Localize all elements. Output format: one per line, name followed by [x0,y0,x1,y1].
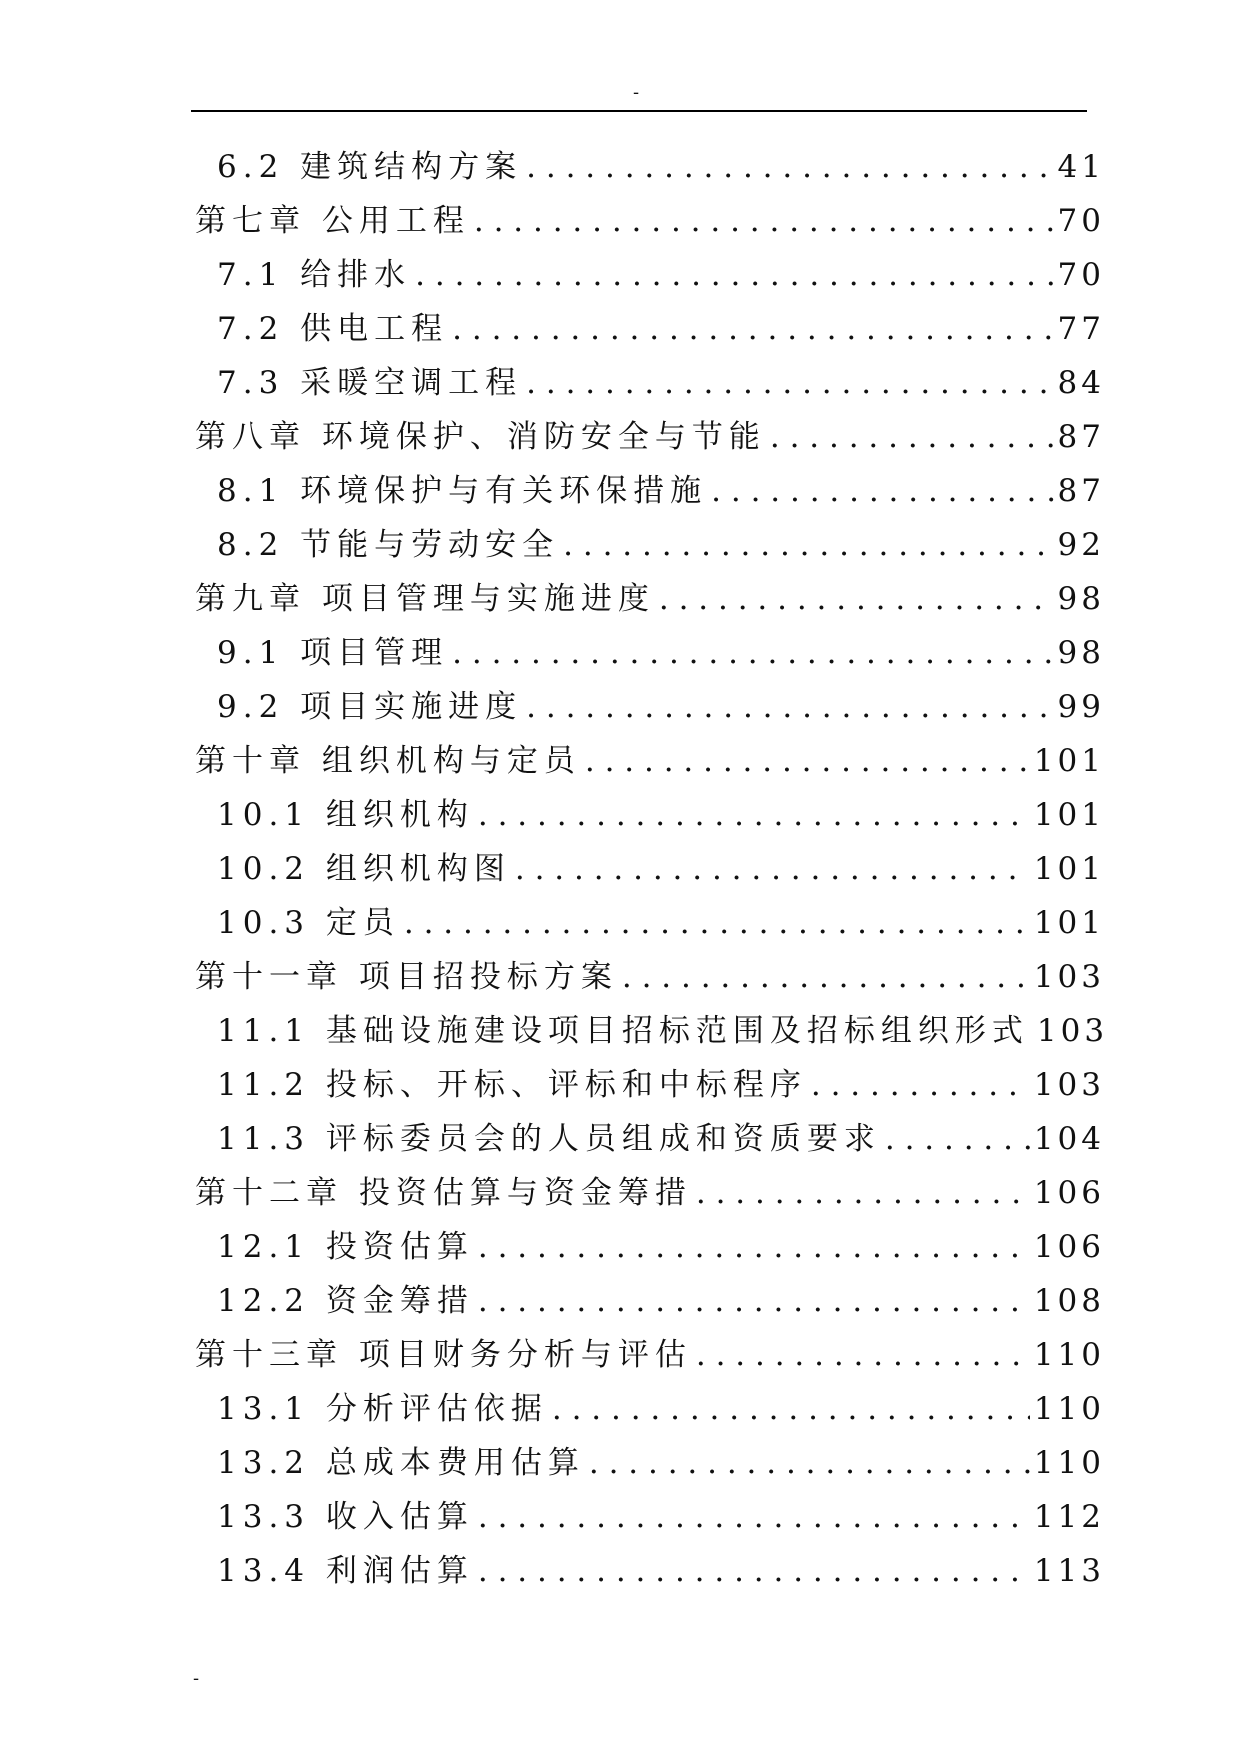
toc-dot-leader [659,572,1054,626]
toc-page-number: 70 [1057,203,1105,239]
toc-entry-title: 6.2 建筑结构方案 [217,149,523,185]
toc-entry-title: 第十章 组织机构与定员 [195,743,581,779]
toc-entry-title: 12.2 资金筹措 [217,1283,474,1319]
toc-dot-leader [478,1490,1030,1544]
toc-section-row[interactable] [195,1436,1105,1490]
toc-dot-leader [478,1220,1030,1274]
toc-section-row[interactable] [195,1490,1105,1544]
toc-section-row[interactable] [195,788,1105,842]
toc-dot-leader [770,410,1054,464]
toc-entry-title: 第七章 公用工程 [195,203,470,239]
toc-dot-leader [478,788,1030,842]
toc-section-row[interactable] [195,842,1105,896]
toc-entry-title: 第八章 环境保护、消防安全与节能 [195,419,766,455]
toc-dot-leader [563,518,1053,572]
toc-page-number: 99 [1057,689,1105,725]
toc-entry-title: 13.2 总成本费用估算 [217,1445,585,1481]
toc-entry-title: 8.2 节能与劳动安全 [217,527,560,563]
toc-page-number: 101 [1033,797,1105,833]
toc-entry-title: 13.4 利润估算 [217,1553,474,1589]
toc-section-row[interactable] [195,356,1105,410]
toc-section-row[interactable] [195,1058,1105,1112]
toc-section-row[interactable] [195,1220,1105,1274]
toc-dot-leader [711,464,1053,518]
toc-chapter-row[interactable] [195,410,1105,464]
toc-dot-leader [589,1436,1030,1490]
toc-entry-title: 10.1 组织机构 [217,797,474,833]
toc-entry-title: 7.1 给排水 [217,257,412,293]
toc-dot-leader [622,950,1030,1004]
toc-dot-leader [526,356,1053,410]
toc-chapter-row[interactable] [195,1166,1105,1220]
toc-page-number: 113 [1033,1553,1105,1589]
toc-dot-leader [526,140,1053,194]
toc-entry-title: 7.2 供电工程 [217,311,449,347]
toc-chapter-row[interactable] [195,950,1105,1004]
toc-entry-title: 8.1 环境保护与有关环保措施 [217,473,708,509]
toc-entry-title: 7.3 采暖空调工程 [217,365,523,401]
toc-page-number: 101 [1033,851,1105,887]
toc-entry-title: 12.1 投资估算 [217,1229,474,1265]
toc-entry-title: 10.3 定员 [217,905,400,941]
toc-page-number: 112 [1033,1499,1105,1535]
toc-page-number: 103 [1033,959,1105,995]
toc-chapter-row[interactable] [195,194,1105,248]
toc-page-number: 87 [1057,419,1105,455]
toc-entry-title: 13.3 收入估算 [217,1499,474,1535]
toc-page-number: 110 [1033,1445,1105,1481]
toc-entry-title: 第十一章 项目招投标方案 [195,959,618,995]
toc-entry-title: 11.2 投标、开标、评标和中标程序 [217,1067,807,1103]
table-of-contents [195,140,1109,1598]
toc-section-row[interactable] [195,464,1105,518]
toc-dot-leader [478,1274,1030,1328]
toc-dot-leader [415,248,1053,302]
toc-dot-leader [515,842,1030,896]
toc-page-number: 103 [1033,1067,1105,1103]
toc-dot-leader [474,194,1054,248]
toc-page-number: 98 [1057,635,1105,671]
toc-page-number: 84 [1057,365,1105,401]
toc-page-number: 108 [1033,1283,1105,1319]
toc-chapter-row[interactable] [195,1328,1105,1382]
toc-entry-title: 9.1 项目管理 [217,635,449,671]
toc-page-number: 41 [1057,149,1105,185]
toc-dot-leader [452,302,1053,356]
toc-section-row[interactable] [195,1004,1109,1058]
toc-page-number: 106 [1033,1229,1105,1265]
toc-entry-title: 第十三章 项目财务分析与评估 [195,1337,692,1373]
toc-dot-leader [452,626,1053,680]
toc-page-number: 77 [1057,311,1105,347]
toc-entry-title: 第十二章 投资估算与资金筹措 [195,1175,692,1211]
toc-page-number: 87 [1057,473,1105,509]
toc-section-row[interactable] [195,302,1105,356]
toc-page-number: 70 [1057,257,1105,293]
toc-page-number: 101 [1033,743,1105,779]
toc-section-row[interactable] [195,248,1105,302]
toc-dot-leader [478,1544,1030,1598]
toc-entry-title: 10.2 组织机构图 [217,851,511,887]
toc-entry-title: 13.1 分析评估依据 [217,1391,548,1427]
toc-section-row[interactable] [195,680,1105,734]
toc-chapter-row[interactable] [195,734,1105,788]
toc-page-number: 92 [1057,527,1105,563]
toc-page-number: 110 [1033,1337,1105,1373]
toc-entry-title: 第九章 项目管理与实施进度 [195,581,655,617]
toc-page-number: 98 [1057,581,1105,617]
toc-section-row[interactable] [195,1544,1105,1598]
toc-section-row[interactable] [195,1112,1105,1166]
toc-section-row[interactable] [195,626,1105,680]
toc-dot-leader [696,1166,1030,1220]
toc-section-row[interactable] [195,518,1105,572]
toc-entry-title: 9.2 项目实施进度 [217,689,523,725]
page-footer-mark: - [193,1668,200,1689]
toc-page-number: 103 [1036,1013,1109,1049]
toc-entry-title: 11.1 基础设施建设项目招标范围及招标组织形式 [217,1013,1029,1049]
toc-section-row[interactable] [195,1382,1105,1436]
toc-section-row[interactable] [195,896,1105,950]
toc-page-number: 101 [1033,905,1105,941]
toc-section-row[interactable] [195,140,1105,194]
toc-dot-leader [585,734,1030,788]
toc-section-row[interactable] [195,1274,1105,1328]
toc-page-number: 110 [1033,1391,1105,1427]
toc-page-number: 104 [1033,1121,1105,1157]
header-rule [191,110,1087,112]
toc-entry-title: 11.3 评标委员会的人员组成和资质要求 [217,1121,881,1157]
page-header-mark: - [633,82,640,103]
toc-dot-leader [696,1328,1030,1382]
toc-dot-leader [885,1112,1030,1166]
toc-page-number: 106 [1033,1175,1105,1211]
toc-dot-leader [552,1382,1030,1436]
toc-dot-leader [404,896,1030,950]
toc-chapter-row[interactable] [195,572,1105,626]
toc-dot-leader [811,1058,1030,1112]
toc-dot-leader [526,680,1053,734]
